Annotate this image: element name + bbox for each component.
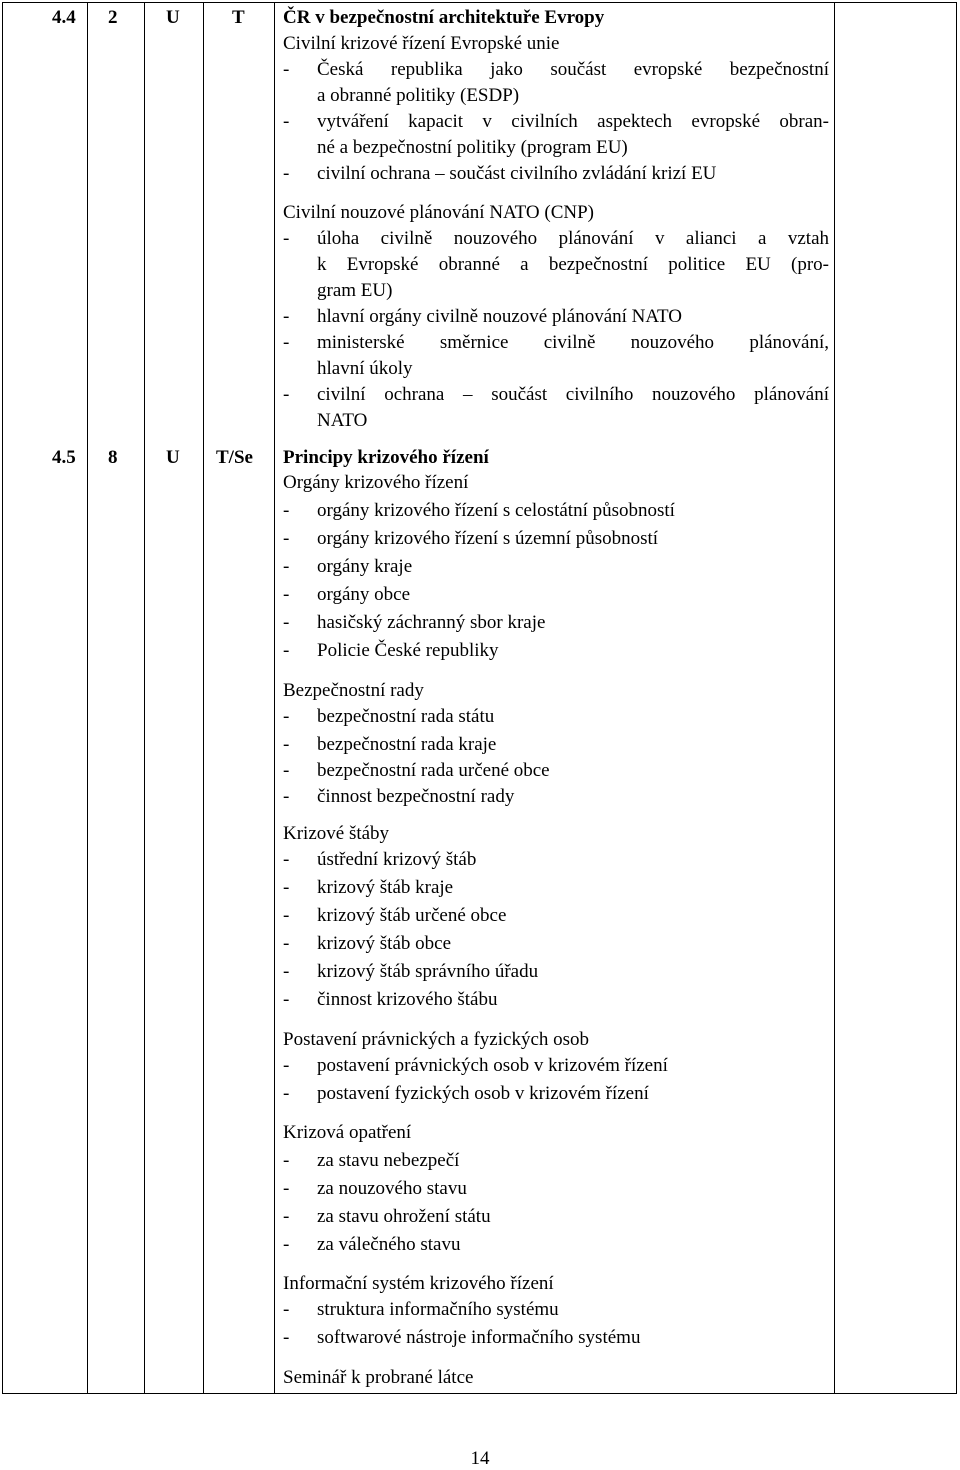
list-item: - krizový štáb obce bbox=[283, 933, 452, 954]
topic-heading: Bezpečnostní rady bbox=[283, 680, 424, 701]
topic-heading: Orgány krizového řízení bbox=[283, 472, 469, 493]
list-item: - Policie České republiky bbox=[283, 640, 499, 661]
column-divider bbox=[834, 2, 835, 1394]
list-item: - orgány obce bbox=[283, 584, 411, 605]
list-item-cont: NATO bbox=[317, 410, 368, 431]
list-item: - za stavu nebezpečí bbox=[283, 1150, 460, 1171]
row-form: T/Se bbox=[216, 447, 253, 468]
list-item: - za nouzového stavu bbox=[283, 1178, 467, 1199]
list-item: - orgány krizového řízení s celostátní působností bbox=[283, 500, 675, 521]
row-level: U bbox=[166, 447, 180, 468]
list-item: - bezpečnostní rada určené obce bbox=[283, 760, 550, 781]
column-divider bbox=[274, 2, 275, 1394]
section-title: ČR v bezpečnostní architektuře Evropy bbox=[283, 7, 605, 28]
topic-heading: Civilní nouzové plánování NATO (CNP) bbox=[283, 202, 595, 223]
topic-heading: Postavení právnických a fyzických osob bbox=[283, 1029, 590, 1050]
row-form: T bbox=[232, 7, 245, 28]
row-hours: 8 bbox=[108, 447, 118, 468]
topic-heading: Krizová opatření bbox=[283, 1122, 412, 1143]
list-item: - hasičský záchranný sbor kraje bbox=[283, 612, 546, 633]
list-item-cont: a obranné politiky (ESDP) bbox=[317, 85, 520, 106]
list-item-cont: gram EU) bbox=[317, 280, 393, 301]
list-item: - orgány kraje bbox=[283, 556, 413, 577]
list-item: - hlavní orgány civilně nouzové plánování NATO bbox=[283, 306, 682, 327]
column-divider bbox=[203, 2, 204, 1394]
list-item: - činnost bezpečnostní rady bbox=[283, 786, 515, 807]
list-item: - krizový štáb určené obce bbox=[283, 905, 507, 926]
list-item-cont: hlavní úkoly bbox=[317, 358, 413, 379]
list-item: - softwarové nástroje informačního systému bbox=[283, 1327, 641, 1348]
list-item: - struktura informačního systému bbox=[283, 1299, 559, 1320]
column-divider bbox=[87, 2, 88, 1394]
list-item: - postavení fyzických osob v krizovém řízení bbox=[283, 1083, 649, 1104]
list-item: - vytváření kapacit v civilních aspektech evropské obran- bbox=[283, 111, 829, 132]
list-item-cont: né a bezpečnostní politiky (program EU) bbox=[317, 137, 628, 158]
topic-heading: Krizové štáby bbox=[283, 823, 390, 844]
list-item: - ministerské směrnice civilně nouzového plánování, bbox=[283, 332, 829, 353]
list-item: - krizový štáb kraje bbox=[283, 877, 454, 898]
column-divider bbox=[144, 2, 145, 1394]
list-item: - za válečného stavu bbox=[283, 1234, 461, 1255]
list-item-cont: k Evropské obranné a bezpečnostní politice EU (pro- bbox=[317, 254, 829, 275]
row-level: U bbox=[166, 7, 180, 28]
page-number: 14 bbox=[470, 1448, 490, 1469]
section-title: Principy krizového řízení bbox=[283, 447, 489, 468]
list-item: - postavení právnických osob v krizovém řízení bbox=[283, 1055, 668, 1076]
list-item: - krizový štáb správního úřadu bbox=[283, 961, 539, 982]
list-item: - úloha civilně nouzového plánování v alianci a vztah bbox=[283, 228, 829, 249]
list-item: - činnost krizového štábu bbox=[283, 989, 498, 1010]
list-item: - bezpečnostní rada kraje bbox=[283, 734, 497, 755]
row-hours: 2 bbox=[108, 7, 118, 28]
list-item: - ústřední krizový štáb bbox=[283, 849, 477, 870]
row-number: 4.4 bbox=[52, 7, 76, 28]
list-item: - za stavu ohrožení státu bbox=[283, 1206, 491, 1227]
row-number: 4.5 bbox=[52, 447, 76, 468]
list-item: - bezpečnostní rada státu bbox=[283, 706, 495, 727]
topic-heading: Seminář k probrané látce bbox=[283, 1367, 474, 1388]
list-item: - civilní ochrana – součást civilního zvládání krizí EU bbox=[283, 163, 717, 184]
list-item: - civilní ochrana – součást civilního nouzového plánování bbox=[283, 384, 829, 405]
list-item: - Česká republika jako součást evropské bezpečnostní bbox=[283, 59, 829, 80]
topic-heading: Civilní krizové řízení Evropské unie bbox=[283, 33, 560, 54]
topic-heading: Informační systém krizového řízení bbox=[283, 1273, 554, 1294]
list-item: - orgány krizového řízení s územní působností bbox=[283, 528, 659, 549]
